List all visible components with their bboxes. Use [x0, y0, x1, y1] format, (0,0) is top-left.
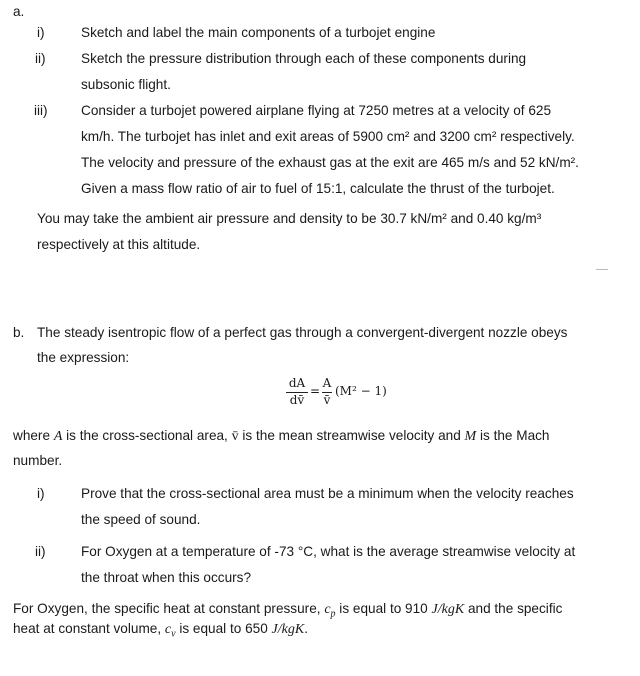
- item-a-i-text: Sketch and label the main components of a turbojet engine: [81, 25, 436, 40]
- where-pre: where: [13, 428, 54, 443]
- equation-lhs-denominator: dv̄: [289, 393, 305, 407]
- cv-subscript: v: [171, 628, 176, 640]
- equation-lhs-numerator: dA: [288, 376, 306, 390]
- part-a-note-2: respectively at this altitude.: [37, 237, 201, 252]
- part-b-intro-1: The steady isentropic flow of a perfect gas through a convergent-divergent nozzle obeys: [37, 325, 568, 340]
- oxygen-line-2: [13, 620, 308, 644]
- oxygen-2-post: .: [304, 621, 308, 636]
- equation-rhs-tail: (M² − 1): [335, 384, 387, 398]
- oxygen-2-pre: heat at constant volume,: [13, 621, 165, 636]
- item-a-iii-number: iii): [34, 103, 48, 118]
- where-var-a: A: [53, 429, 63, 444]
- part-a-label: a.: [13, 4, 25, 19]
- cp-subscript: p: [330, 608, 336, 620]
- equation-equals: =: [310, 384, 321, 398]
- scan-dash-artifact: [596, 269, 608, 270]
- oxygen-1-mid: is equal to 910: [335, 601, 428, 616]
- cv-unit: J/kgK: [271, 622, 305, 637]
- oxygen-1-pre: For Oxygen, the specific heat at constant pressure,: [13, 601, 325, 616]
- part-a-note-1: You may take the ambient air pressure and density to be 30.7 kN/m² and 0.40 kg/m³: [37, 211, 542, 226]
- item-b-ii-text-1: For Oxygen at a temperature of -73 °C, what is the average streamwise velocity at: [81, 544, 576, 559]
- item-a-iii-text-3: The velocity and pressure of the exhaust gas at the exit are 465 m/s and 52 kN/m².: [81, 155, 579, 170]
- cp-symbol: c: [324, 602, 331, 617]
- part-b-intro-2: the expression:: [37, 350, 130, 365]
- item-a-i-number: i): [37, 25, 45, 40]
- item-b-ii-text-2: the throat when this occurs?: [81, 570, 252, 585]
- item-b-i-number: i): [37, 486, 45, 501]
- item-a-iii-text-1: Consider a turbojet powered airplane flying at 7250 metres at a velocity of 625: [81, 103, 552, 118]
- oxygen-1-post: and the specific: [464, 601, 563, 616]
- where-var-vbar: v̄: [231, 429, 239, 444]
- item-a-ii-text-1: Sketch the pressure distribution through each of these components during: [81, 51, 527, 66]
- part-b-label: b.: [13, 325, 25, 340]
- item-b-i-text-2: the speed of sound.: [81, 512, 201, 527]
- where-var-m: M: [464, 429, 477, 444]
- item-a-ii-text-2: subsonic flight.: [81, 77, 171, 92]
- where-mid-1: is the cross-sectional area,: [62, 428, 232, 443]
- where-line-1: [13, 427, 550, 446]
- equation-rhs-denominator: v̄: [323, 393, 331, 407]
- item-b-ii-number: ii): [35, 544, 46, 559]
- where-mid-2: is the mean streamwise velocity and: [238, 428, 465, 443]
- equation-rhs-numerator: A: [322, 376, 332, 390]
- cp-unit: J/kgK: [431, 602, 465, 617]
- where-post: is the Mach: [476, 428, 550, 443]
- oxygen-2-mid: is equal to 650: [175, 621, 268, 636]
- where-line-2: number.: [13, 453, 63, 468]
- item-b-i-text-1: Prove that the cross-sectional area must be a minimum when the velocity reaches: [81, 486, 574, 501]
- cv-symbol: c: [164, 622, 172, 637]
- item-a-iii-text-2: km/h. The turbojet has inlet and exit areas of 5900 cm² and 3200 cm² respectively.: [81, 129, 575, 144]
- item-a-ii-number: ii): [35, 51, 46, 66]
- item-a-iii-text-4: Given a mass flow ratio of air to fuel of 15:1, calculate the thrust of the turbojet.: [81, 181, 555, 196]
